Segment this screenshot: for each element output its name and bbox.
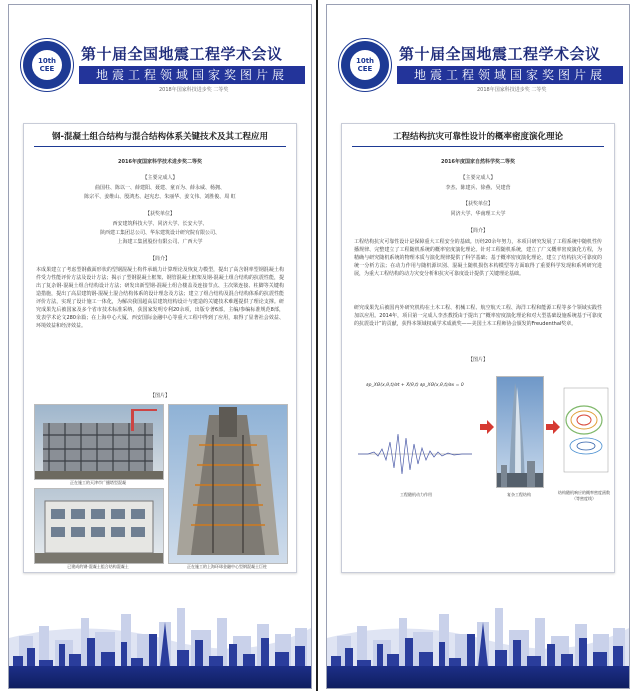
pictures-heading: 【图片】 (467, 357, 488, 363)
pdf-contour-plot (562, 380, 610, 480)
photo-completed-building (34, 488, 164, 564)
arrow-icon (480, 420, 494, 434)
skyline-decoration (9, 578, 311, 688)
figure-caption-1: 工程随机动力作用 (400, 492, 432, 497)
conference-title: 第十届全国地震工程学术会议 (399, 45, 601, 63)
poster-left (8, 4, 312, 689)
footer-band (327, 666, 629, 688)
footer-band (9, 666, 311, 688)
units-line-3: 上海建工集团股份有限公司、广西大学 (117, 239, 203, 245)
units-heading: 【获奖单位】 (144, 211, 175, 217)
exhibition-subtitle: 地震工程领域国家奖图片展 (397, 66, 623, 84)
skyline-decoration (327, 578, 629, 688)
header-small-text: 2018年国家科技进步奖 二等奖 (477, 87, 547, 93)
figure-excitation (348, 374, 482, 484)
photo-mega-column (168, 404, 288, 564)
contributors-line-2: 陈宗平、姜维山、殷鸿杰、赵宪忠、朱丽华、姜文伟、刘胜俊、周 虹 (84, 194, 236, 200)
award-line: 2016年度国家自然科学奖二等奖 (441, 159, 515, 165)
units-line: 同济大学、华南理工大学 (450, 211, 506, 217)
intro-paragraph-2: 研究成果先后被国内外研究机构在土木工程、机械工程、航空航天工程、海洋工程和能源工程等多个领域实践性加以应用。2014年，项目第一完成人李杰教授由于提出了“概率密度演化理论和对大型基础设施系统基于可靠度的抗震设计”的贡献，获得本领域权威学术成就奖——美国土木工程师协会颁发的Freudenthal奖章。 (354, 305, 602, 327)
contributors-heading: 【主要完成人】 (460, 175, 496, 181)
photo-caption-2: 已建成的钢-混凝土组合结构混凝土 (67, 564, 129, 569)
poster-right (326, 4, 630, 689)
award-panel (23, 123, 297, 573)
award-line: 2016年度国家科学技术进步奖二等奖 (118, 159, 202, 165)
arrow-icon (546, 420, 560, 434)
intro-heading: 【简介】 (149, 256, 170, 262)
pictures-heading: 【图片】 (149, 393, 170, 399)
photo-steel-frame (34, 404, 164, 480)
photo-caption-1: 正在施工的天津市广播塔型混凝 (70, 480, 126, 485)
units-heading: 【获奖单位】 (462, 201, 493, 207)
award-panel (341, 123, 615, 573)
contributors-heading: 【主要完成人】 (142, 175, 178, 181)
figure-caption-2: 复杂工程结构 (507, 492, 531, 497)
title-rule (34, 146, 286, 147)
title-rule (352, 146, 604, 147)
intro-text: 本成果建立了考虑型钢截面形状的型钢混凝土构件承载力计算理论及恢复力模型，提出了高含钢率型钢混凝土构件受力性能评价方法及设计方法；揭示了型钢混凝土框架、钢管混凝土框架及钢-混凝土组合结构的抗震性能，提出了复杂钢-混凝土组合结构设计方法；研发出新型钢-混凝土组合楼盖及连接节点、主次梁连接、柱脚等关键构造措施，提出了高层建筑钢-混凝土混合结构体系的设计理念及方法；建立了组合结构及混合结构体系的抗震性能评价方法，实现了设计施工一体化，为解决我国超高层建筑结构设计与建造的关键技术难题提供了理论支撑。研究成果先后被国家及多个省市技术标准采纳，获国家发明专利20余项，出版专著6部，主编/参编标准规范8部，发表学术论文280余篇；在上海中心大厦、西安国际金融中心等重大工程中得到了应用，取得了显著社会效益、环境效益和经济效益。 (36, 267, 284, 329)
units-line-1: 西安建筑科技大学、同济大学、长安大学、 (112, 221, 208, 227)
poster-header (9, 39, 311, 99)
ground-motion-waveform (348, 394, 482, 494)
conference-logo (23, 41, 71, 89)
intro-paragraph-1: 工程结构抗灾可靠性设计是保障重大工程安全的基础。历经20余年努力，本项目研究发展了工程系统中随机性传播规律、完整建立了工程随机系统的概率密度演化理论。针对工程随机系统，建立了广义概率密度演化方程，为精确与研究随机系统的物理本质与演化规律提供了科学基础；基于概率密度演化理论，建立了结构抗灾可靠度的统一分析方法；在动力作用与随机源识别、混凝土随机损伤本构模型等方面取得了重要科学发现和系列研究进展，为重大工程结构的动力灾变分析和抗灾可靠度设计提供了关键理论基础。 (354, 239, 602, 277)
figure-caption-3: 结构随机响应的概率密度函数（等密度线） (558, 490, 610, 501)
contributors-line-1: 曲国柱、陈以一、薛建阳、聂建、童百为、薛永威、杨拥、 (94, 185, 225, 191)
photo-caption-3: 正在施工的上海环球金融中心型钢混凝土巨柱 (187, 564, 267, 569)
exhibition-subtitle: 地震工程领域国家奖图片展 (79, 66, 305, 84)
header-small-text: 2018年国家科技进步奖 二等奖 (159, 87, 229, 93)
photo-shanghai-tower (496, 376, 544, 488)
page-divider (316, 0, 318, 691)
logo-text: 10th CEE (37, 57, 57, 73)
conference-title: 第十届全国地震工程学术会议 (81, 45, 283, 63)
units-line-2: 陕西建工集团总公司、华东建筑设计研究院有限公司、 (99, 230, 220, 236)
contributors-line: 李杰、陈建兵、徐燕、吴建营 (445, 185, 511, 191)
logo-text: 10th CEE (355, 57, 375, 73)
project-title: 钢-混凝土组合结构与混合结构体系关键技术及其工程应用 (51, 132, 269, 142)
project-title: 工程结构抗灾可靠性设计的概率密度演化理论 (392, 132, 563, 142)
gdee-equation: ∂p_XΘ(x,θ,t)/∂t + Ẋ(θ,t) ∂p_XΘ(x,θ,t)/∂x = 0 (366, 383, 464, 388)
poster-header (327, 39, 629, 99)
intro-heading: 【简介】 (467, 228, 488, 234)
conference-logo (341, 41, 389, 89)
